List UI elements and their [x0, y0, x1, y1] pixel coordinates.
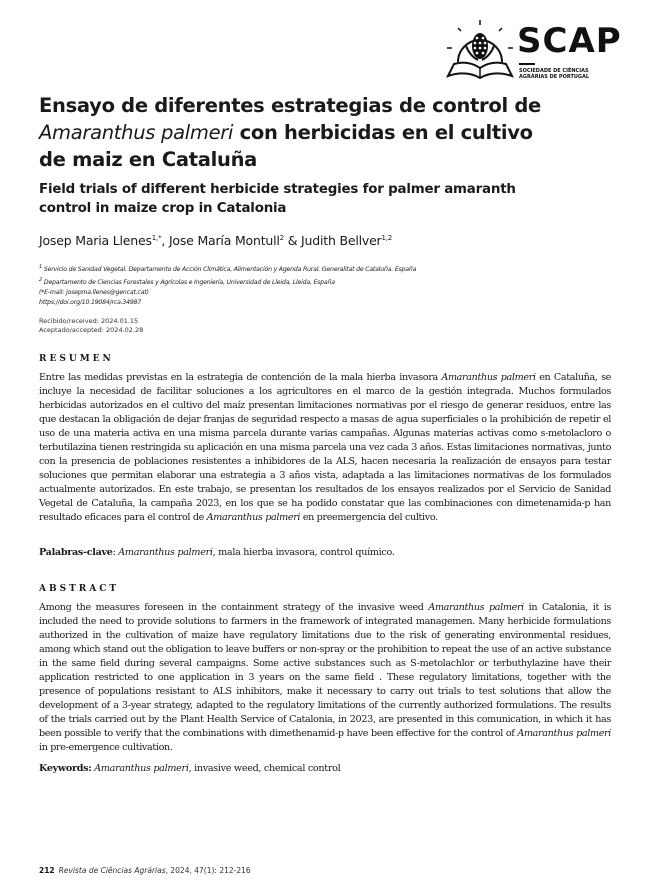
affiliation-item — [39, 275, 416, 288]
keywords-rest: , invasive weed, chemical control — [188, 763, 341, 774]
abstract-keywords — [39, 763, 340, 774]
resumen-text-part: en preemergencia del cultivo. — [300, 512, 438, 523]
scap-logo-icon — [444, 18, 516, 82]
article-dates — [39, 317, 143, 335]
keywords-species: Amaranthus palmeri — [118, 547, 213, 558]
journal-logo-text: SCAP — [517, 21, 622, 61]
logo-divider — [519, 63, 535, 65]
affiliation-mark: 2 — [39, 277, 43, 284]
resumen-text-part: Entre las medidas previstas en la estrategia de contención de la mala hierba invasora — [39, 372, 442, 383]
page-footer — [39, 866, 251, 875]
author-name: Josep Maria Llenes — [39, 233, 152, 248]
affiliation-text: Departamento de Ciencias Forestales y Agrícolas e Ingeniería, Universidad de Lleida, Lleida, España — [43, 279, 335, 287]
author-name: Judith Bellver — [301, 233, 382, 248]
affiliation-text: Servicio de Sanidad Vegetal. Departamento de Acción Climática, Alimentación y Agenda Rural. Generalitat de Cataluña. España — [43, 266, 417, 274]
article-subtitle: Field trials of different herbicide strategies for palmer amaranth control in maize crop in Catalonia — [39, 182, 516, 216]
species-name: Amaranthus palmeri — [517, 728, 611, 739]
logo-subtitle-line2: AGRÁRIAS DE PORTUGAL — [519, 74, 590, 80]
abstract-text-part: in Catalonia, it is included the need to provide solutions to farmers in the framework of integrated managemen. Many herbicide formulations authorized in the cultivation of maize have regulatory limitations due to the risk of generating environmental residues, among which stand out the obligation to leave buffers or non-spray or the prohibition to repeat the use of an active substance in the same field during several campaigns. Some active substances such as S-metolachlor or terbuthylazine have their application restricted to one application in 3 years on the same field . These regulatory limitations, together with the presence of populations resistant to ALS inhibitors, make it necessary to carry out trials to test solutions that allow the development of a 3-year strategy, adapted to the regulatory limitations of the currently authorized formulations. The results of the trials carried out by the Plant Health Service of Catalonia, in 2023, are presented in this comunication, in which it has been possible to verify that the combinations with dimethenamid-p have been effective for the control of — [39, 602, 612, 739]
species-name: Amaranthus palmeri — [428, 602, 524, 613]
citation: , 2024, 47(1): 212-216 — [165, 866, 251, 875]
keywords-rest: , mala hierba invasora, control químico. — [212, 547, 395, 558]
abstract-text — [39, 601, 611, 755]
author-separator: , — [161, 233, 169, 248]
species-name: Amaranthus palmeri — [206, 512, 301, 523]
resumen-text — [39, 371, 611, 525]
title-part2: con herbicidas en el cultivo de maiz en Cataluña — [39, 121, 533, 171]
doi-link[interactable]: https://doi.org/10.19084/rca.34987 — [39, 299, 142, 307]
corresponding-email[interactable]: (*E-mail: josepma.llenes@gencat.cat) — [39, 289, 149, 297]
abstract-text-part: in pre-emergence cultivation. — [39, 742, 173, 753]
keywords-label: Keywords: — [39, 763, 92, 774]
author-name: Jose María Montull — [168, 233, 280, 248]
abstract-text-part: Among the measures foreseen in the containment strategy of the invasive weed — [39, 602, 429, 613]
keywords-separator: : — [112, 547, 119, 558]
article-title — [39, 92, 559, 173]
logo-subtitle-line1: SOCIEDADE DE CIÊNCIAS — [519, 68, 589, 74]
author-affil-mark: 2 — [279, 233, 284, 242]
abstract-heading: ABSTRACT — [39, 584, 120, 594]
keywords-species: Amaranthus palmeri — [94, 763, 189, 774]
affiliations — [39, 262, 416, 308]
resumen-text-part: en Cataluña, se incluye la necesidad de facilitar soluciones a los agricultores en el marco de la gestión integrada. Muchos formulados herbicidas autorizados en el cultivo del maíz presentan limitaciones normativas por el riesgo de generar residuos, entre las que destacan la obligación de dejar franjas de seguridad respecto a masas de agua superficiales o la prohibición de repetir el uso de una materia activa en una misma parcela durante varias campañas. Algunas materias activas como s-metolacloro o terbutilazina tienen restringida su aplicación en una misma parcela una vez cada 3 años. Estas limitaciones normativas, junto con la presencia de poblaciones resistentes a inhibidores de la ALS, hacen necesaria la realización de ensayos para testar soluciones que permitan elaborar una estrategia a 3 años vista, adaptada a las limitaciones normativas de los formulados actualmente autorizados. En este trabajo, se presentan los resultados de los ensayos realizados por el Servicio de Sanidad Vegetal de Cataluña, la campaña 2023, en los que se ha podido constatar que las combinaciones con dimetenamida-p han resultado eficaces para el control de — [39, 372, 611, 523]
resumen-keywords — [39, 547, 395, 558]
received-date: Recibido/received: 2024.01.15 — [39, 317, 139, 325]
title-part1: Ensayo de diferentes estrategias de control de — [39, 94, 541, 117]
author-separator: & — [283, 233, 302, 248]
affiliation-item — [39, 262, 416, 275]
keywords-label: Palabras-clave — [39, 547, 113, 558]
logo-subtitle — [519, 68, 589, 80]
title-species: Amaranthus palmeri — [39, 121, 234, 144]
author-affil-mark: 1,2 — [381, 233, 393, 242]
species-name: Amaranthus palmeri — [441, 372, 536, 383]
page-number: 212 — [39, 866, 55, 875]
journal-name: Revista de Ciências Agrárias — [58, 866, 166, 875]
author-affil-mark: 1,* — [151, 233, 162, 242]
resumen-heading: RESUMEN — [39, 354, 114, 364]
accepted-date: Aceptado/accepted: 2024.02.28 — [39, 326, 144, 334]
affiliation-mark: 1 — [39, 264, 43, 270]
author-list — [39, 233, 392, 248]
